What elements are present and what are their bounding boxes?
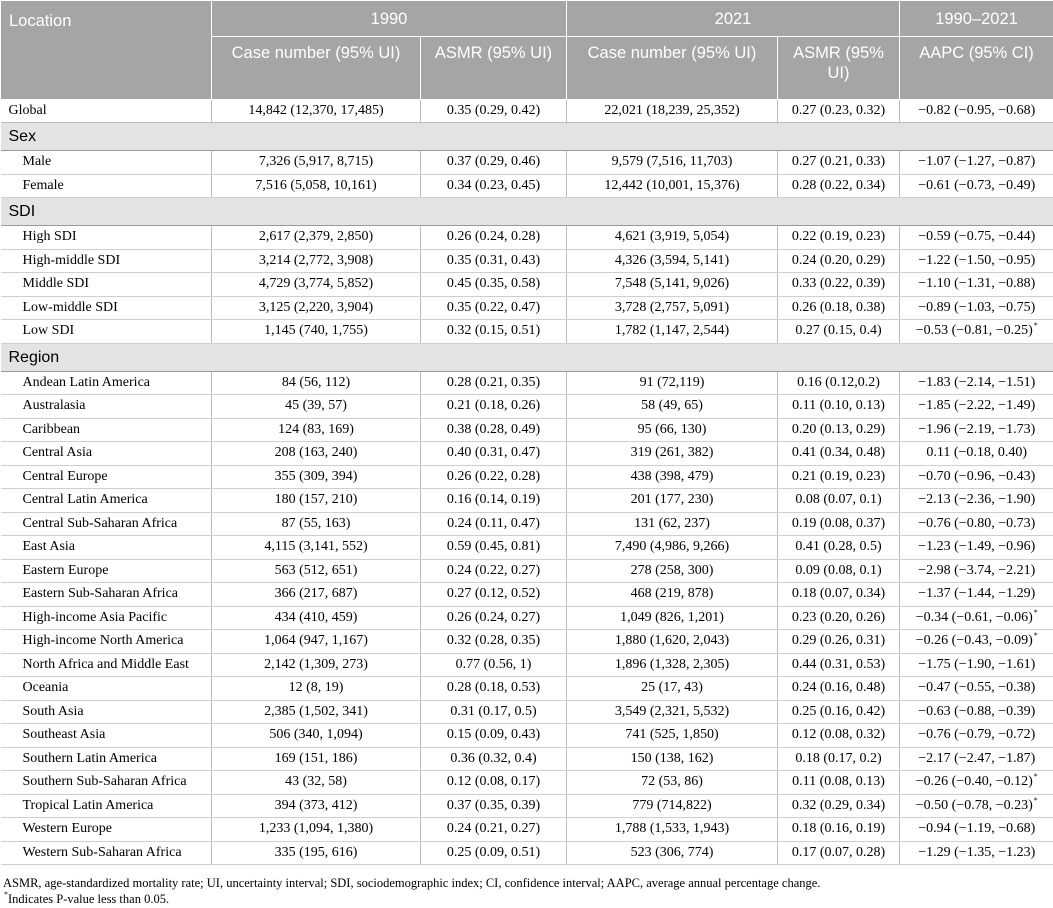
aapc-cell: 0.11 (−0.18, 0.40) — [900, 442, 1053, 466]
asmr-2021-cell: 0.24 (0.16, 0.48) — [778, 677, 900, 701]
case-2021-cell: 3,728 (2,757, 5,091) — [567, 296, 778, 320]
asmr-2021-cell: 0.09 (0.08, 0.1) — [778, 559, 900, 583]
case-2021-cell: 7,548 (5,141, 9,026) — [567, 273, 778, 297]
aapc-cell: −1.22 (−1.50, −0.95) — [900, 249, 1053, 273]
asmr-2021-cell: 0.41 (0.34, 0.48) — [778, 442, 900, 466]
aapc-cell: −0.76 (−0.80, −0.73) — [900, 512, 1053, 536]
location-cell: Southern Latin America — [1, 747, 212, 771]
case-2021-cell: 201 (177, 230) — [567, 489, 778, 513]
table-row — [1, 320, 1053, 344]
location-cell: High-middle SDI — [1, 249, 212, 273]
table-row — [1, 677, 1053, 701]
case-1990-cell: 394 (373, 412) — [212, 794, 421, 818]
aapc-cell: −1.07 (−1.27, −0.87) — [900, 151, 1053, 175]
case-1990-cell: 84 (56, 112) — [212, 371, 421, 395]
table-row — [1, 489, 1053, 513]
location-cell: High-income Asia Pacific — [1, 606, 212, 630]
aapc-cell: −0.89 (−1.03, −0.75) — [900, 296, 1053, 320]
asmr-2021-cell: 0.25 (0.16, 0.42) — [778, 700, 900, 724]
case-2021-cell: 468 (219, 878) — [567, 583, 778, 607]
location-cell: Central Europe — [1, 465, 212, 489]
case-1990-cell: 14,842 (12,370, 17,485) — [212, 100, 421, 123]
asmr-1990-cell: 0.59 (0.45, 0.81) — [421, 536, 567, 560]
asmr-2021-cell: 0.21 (0.19, 0.23) — [778, 465, 900, 489]
aapc-cell: −0.94 (−1.19, −0.68) — [900, 818, 1053, 842]
case-2021-cell: 1,049 (826, 1,201) — [567, 606, 778, 630]
asmr-1990-cell: 0.28 (0.21, 0.35) — [421, 371, 567, 395]
case-1990-cell: 124 (83, 169) — [212, 418, 421, 442]
table-row — [1, 226, 1053, 250]
aapc-cell: −0.47 (−0.55, −0.38) — [900, 677, 1053, 701]
location-cell: High SDI — [1, 226, 212, 250]
location-cell: Southern Sub-Saharan Africa — [1, 771, 212, 795]
aapc-value: −0.53 (−0.81, −0.25) — [916, 323, 1033, 338]
case-1990-cell: 2,385 (1,502, 341) — [212, 700, 421, 724]
aapc-cell: −0.61 (−0.73, −0.49) — [900, 174, 1053, 198]
asmr-1990-cell: 0.21 (0.18, 0.26) — [421, 395, 567, 419]
case-2021-cell: 1,788 (1,533, 1,943) — [567, 818, 778, 842]
header-case-number-2021: Case number (95% UI) — [567, 37, 778, 100]
asmr-2021-cell: 0.18 (0.07, 0.34) — [778, 583, 900, 607]
case-2021-cell: 91 (72,119) — [567, 371, 778, 395]
significance-star: * — [1034, 608, 1038, 617]
table-row — [1, 465, 1053, 489]
asmr-1990-cell: 0.16 (0.14, 0.19) — [421, 489, 567, 513]
significance-star: * — [1034, 321, 1038, 330]
case-1990-cell: 1,145 (740, 1,755) — [212, 320, 421, 344]
case-1990-cell: 43 (32, 58) — [212, 771, 421, 795]
case-1990-cell: 12 (8, 19) — [212, 677, 421, 701]
aapc-cell — [900, 320, 1053, 344]
asmr-1990-cell: 0.28 (0.18, 0.53) — [421, 677, 567, 701]
footnote-abbreviations: ASMR, age-standardized mortality rate; UI, uncertainty interval; SDI, sociodemographic index; CI, confidence interval; AAPC, average annual percentage change. — [0, 875, 820, 892]
case-1990-cell: 180 (157, 210) — [212, 489, 421, 513]
table-row — [1, 418, 1053, 442]
aapc-cell: −1.37 (−1.44, −1.29) — [900, 583, 1053, 607]
location-cell: High-income North America — [1, 630, 212, 654]
section-header-region — [1, 343, 1053, 371]
aapc-cell — [900, 794, 1053, 818]
asmr-2021-cell: 0.20 (0.13, 0.29) — [778, 418, 900, 442]
location-cell: East Asia — [1, 536, 212, 560]
table-row — [1, 606, 1053, 630]
asmr-2021-cell: 0.27 (0.15, 0.4) — [778, 320, 900, 344]
asmr-2021-cell: 0.11 (0.08, 0.13) — [778, 771, 900, 795]
table-row — [1, 512, 1053, 536]
case-2021-cell: 25 (17, 43) — [567, 677, 778, 701]
asmr-1990-cell: 0.34 (0.23, 0.45) — [421, 174, 567, 198]
asmr-2021-cell: 0.17 (0.07, 0.28) — [778, 841, 900, 865]
case-2021-cell: 72 (53, 86) — [567, 771, 778, 795]
case-1990-cell: 355 (309, 394) — [212, 465, 421, 489]
case-1990-cell: 208 (163, 240) — [212, 442, 421, 466]
aapc-cell: −0.59 (−0.75, −0.44) — [900, 226, 1053, 250]
aapc-cell: −1.29 (−1.35, −1.23) — [900, 841, 1053, 865]
case-2021-cell: 1,782 (1,147, 2,544) — [567, 320, 778, 344]
location-cell: Low-middle SDI — [1, 296, 212, 320]
case-2021-cell: 12,442 (10,001, 15,376) — [567, 174, 778, 198]
case-1990-cell: 169 (151, 186) — [212, 747, 421, 771]
case-2021-cell: 9,579 (7,516, 11,703) — [567, 151, 778, 175]
case-1990-cell: 366 (217, 687) — [212, 583, 421, 607]
table-row — [1, 296, 1053, 320]
table-row — [1, 724, 1053, 748]
table-row — [1, 583, 1053, 607]
case-2021-cell: 131 (62, 237) — [567, 512, 778, 536]
aapc-cell: −2.98 (−3.74, −2.21) — [900, 559, 1053, 583]
location-cell: Tropical Latin America — [1, 794, 212, 818]
table-row — [1, 700, 1053, 724]
footnote-star-symbol: * — [4, 890, 8, 899]
case-2021-cell: 319 (261, 382) — [567, 442, 778, 466]
aapc-cell: −1.85 (−2.22, −1.49) — [900, 395, 1053, 419]
asmr-2021-cell: 0.12 (0.08, 0.32) — [778, 724, 900, 748]
aapc-cell: −2.17 (−2.47, −1.87) — [900, 747, 1053, 771]
case-2021-cell: 58 (49, 65) — [567, 395, 778, 419]
aapc-cell: −1.10 (−1.31, −0.88) — [900, 273, 1053, 297]
asmr-2021-cell: 0.08 (0.07, 0.1) — [778, 489, 900, 513]
asmr-1990-cell: 0.24 (0.21, 0.27) — [421, 818, 567, 842]
table-row — [1, 771, 1053, 795]
aapc-cell: −1.83 (−2.14, −1.51) — [900, 371, 1053, 395]
asmr-2021-cell: 0.26 (0.18, 0.38) — [778, 296, 900, 320]
case-1990-cell: 506 (340, 1,094) — [212, 724, 421, 748]
case-1990-cell: 563 (512, 651) — [212, 559, 421, 583]
section-label: Sex — [1, 123, 1053, 151]
case-1990-cell: 1,233 (1,094, 1,380) — [212, 818, 421, 842]
table-row — [1, 395, 1053, 419]
section-header-sdi — [1, 198, 1053, 226]
case-2021-cell: 4,326 (3,594, 5,141) — [567, 249, 778, 273]
table-row — [1, 630, 1053, 654]
asmr-1990-cell: 0.26 (0.24, 0.28) — [421, 226, 567, 250]
location-cell: Eastern Sub-Saharan Africa — [1, 583, 212, 607]
case-2021-cell: 779 (714,822) — [567, 794, 778, 818]
location-cell: Middle SDI — [1, 273, 212, 297]
location-cell: Eastern Europe — [1, 559, 212, 583]
table-header — [1, 1, 1053, 100]
aapc-cell: −0.82 (−0.95, −0.68) — [900, 100, 1053, 123]
location-cell: Central Sub-Saharan Africa — [1, 512, 212, 536]
section-label: Region — [1, 343, 1053, 371]
case-2021-cell: 523 (306, 774) — [567, 841, 778, 865]
header-asmr-1990: ASMR (95% UI) — [421, 37, 567, 100]
significance-star: * — [1034, 631, 1038, 640]
asmr-1990-cell: 0.35 (0.22, 0.47) — [421, 296, 567, 320]
case-1990-cell: 2,142 (1,309, 273) — [212, 653, 421, 677]
case-2021-cell: 278 (258, 300) — [567, 559, 778, 583]
location-cell: Caribbean — [1, 418, 212, 442]
asmr-1990-cell: 0.37 (0.29, 0.46) — [421, 151, 567, 175]
aapc-cell: −1.75 (−1.90, −1.61) — [900, 653, 1053, 677]
aapc-cell: −0.70 (−0.96, −0.43) — [900, 465, 1053, 489]
asmr-1990-cell: 0.25 (0.09, 0.51) — [421, 841, 567, 865]
location-cell: Female — [1, 174, 212, 198]
location-cell: South Asia — [1, 700, 212, 724]
table-row — [1, 151, 1053, 175]
asmr-1990-cell: 0.24 (0.22, 0.27) — [421, 559, 567, 583]
table-row — [1, 559, 1053, 583]
case-1990-cell: 45 (39, 57) — [212, 395, 421, 419]
case-2021-cell: 150 (138, 162) — [567, 747, 778, 771]
asmr-1990-cell: 0.26 (0.22, 0.28) — [421, 465, 567, 489]
footnote-significance-text: Indicates P-value less than 0.05. — [8, 892, 169, 906]
location-cell: Southeast Asia — [1, 724, 212, 748]
case-1990-cell: 1,064 (947, 1,167) — [212, 630, 421, 654]
asmr-1990-cell: 0.36 (0.32, 0.4) — [421, 747, 567, 771]
aapc-value: −0.50 (−0.78, −0.23) — [916, 798, 1033, 813]
asmr-1990-cell: 0.37 (0.35, 0.39) — [421, 794, 567, 818]
asmr-1990-cell: 0.35 (0.29, 0.42) — [421, 100, 567, 123]
location-cell: Oceania — [1, 677, 212, 701]
table-row — [1, 818, 1053, 842]
location-cell: Low SDI — [1, 320, 212, 344]
asmr-1990-cell: 0.40 (0.31, 0.47) — [421, 442, 567, 466]
location-cell: Male — [1, 151, 212, 175]
asmr-2021-cell: 0.41 (0.28, 0.5) — [778, 536, 900, 560]
location-cell: Australasia — [1, 395, 212, 419]
table-row — [1, 371, 1053, 395]
header-period: 1990–2021 — [900, 1, 1053, 37]
aapc-cell — [900, 630, 1053, 654]
case-2021-cell: 1,896 (1,328, 2,305) — [567, 653, 778, 677]
significance-star: * — [1034, 772, 1038, 781]
header-asmr-2021: ASMR (95% UI) — [778, 37, 900, 100]
asmr-2021-cell: 0.27 (0.23, 0.32) — [778, 100, 900, 123]
location-cell: Global — [1, 100, 212, 123]
header-case-number-1990: Case number (95% UI) — [212, 37, 421, 100]
case-1990-cell: 7,516 (5,058, 10,161) — [212, 174, 421, 198]
header-aapc: AAPC (95% CI) — [900, 37, 1053, 100]
asmr-1990-cell: 0.12 (0.08, 0.17) — [421, 771, 567, 795]
location-cell: Central Asia — [1, 442, 212, 466]
case-2021-cell: 438 (398, 479) — [567, 465, 778, 489]
location-cell: Andean Latin America — [1, 371, 212, 395]
location-cell: North Africa and Middle East — [1, 653, 212, 677]
aapc-cell — [900, 771, 1053, 795]
case-1990-cell: 434 (410, 459) — [212, 606, 421, 630]
asmr-2021-cell: 0.22 (0.19, 0.23) — [778, 226, 900, 250]
asmr-1990-cell: 0.15 (0.09, 0.43) — [421, 724, 567, 748]
case-1990-cell: 4,115 (3,141, 552) — [212, 536, 421, 560]
asmr-1990-cell: 0.77 (0.56, 1) — [421, 653, 567, 677]
case-1990-cell: 87 (55, 163) — [212, 512, 421, 536]
case-1990-cell: 3,214 (2,772, 3,908) — [212, 249, 421, 273]
asmr-2021-cell: 0.18 (0.17, 0.2) — [778, 747, 900, 771]
case-2021-cell: 22,021 (18,239, 25,352) — [567, 100, 778, 123]
case-2021-cell: 95 (66, 130) — [567, 418, 778, 442]
asmr-2021-cell: 0.23 (0.20, 0.26) — [778, 606, 900, 630]
case-2021-cell: 7,490 (4,986, 9,266) — [567, 536, 778, 560]
case-1990-cell: 2,617 (2,379, 2,850) — [212, 226, 421, 250]
asmr-1990-cell: 0.38 (0.28, 0.49) — [421, 418, 567, 442]
aapc-value: −0.26 (−0.40, −0.12) — [916, 774, 1033, 789]
table-row — [1, 794, 1053, 818]
asmr-2021-cell: 0.32 (0.29, 0.34) — [778, 794, 900, 818]
asmr-2021-cell: 0.27 (0.21, 0.33) — [778, 151, 900, 175]
asmr-1990-cell: 0.32 (0.15, 0.51) — [421, 320, 567, 344]
aapc-cell: −2.13 (−2.36, −1.90) — [900, 489, 1053, 513]
asmr-1990-cell: 0.31 (0.17, 0.5) — [421, 700, 567, 724]
case-1990-cell: 7,326 (5,917, 8,715) — [212, 151, 421, 175]
asmr-2021-cell: 0.44 (0.31, 0.53) — [778, 653, 900, 677]
asmr-1990-cell: 0.24 (0.11, 0.47) — [421, 512, 567, 536]
footnote-significance — [0, 891, 169, 908]
aapc-cell — [900, 606, 1053, 630]
case-1990-cell: 4,729 (3,774, 5,852) — [212, 273, 421, 297]
header-year-1990: 1990 — [212, 1, 567, 37]
asmr-2021-cell: 0.18 (0.16, 0.19) — [778, 818, 900, 842]
table-row — [1, 653, 1053, 677]
aapc-cell: −0.63 (−0.88, −0.39) — [900, 700, 1053, 724]
asmr-1990-cell: 0.32 (0.28, 0.35) — [421, 630, 567, 654]
location-cell: Central Latin America — [1, 489, 212, 513]
asmr-1990-cell: 0.26 (0.24, 0.27) — [421, 606, 567, 630]
asmr-2021-cell: 0.16 (0.12,0.2) — [778, 371, 900, 395]
case-1990-cell: 335 (195, 616) — [212, 841, 421, 865]
asmr-1990-cell: 0.35 (0.31, 0.43) — [421, 249, 567, 273]
case-2021-cell: 4,621 (3,919, 5,054) — [567, 226, 778, 250]
asmr-1990-cell: 0.27 (0.12, 0.52) — [421, 583, 567, 607]
asmr-1990-cell: 0.45 (0.35, 0.58) — [421, 273, 567, 297]
table-row — [1, 536, 1053, 560]
aapc-cell: −1.23 (−1.49, −0.96) — [900, 536, 1053, 560]
table-row — [1, 174, 1053, 198]
section-label: SDI — [1, 198, 1053, 226]
table-row — [1, 100, 1053, 123]
section-header-sex — [1, 123, 1053, 151]
header-location: Location — [1, 1, 212, 100]
aapc-cell: −1.96 (−2.19, −1.73) — [900, 418, 1053, 442]
table-row — [1, 273, 1053, 297]
table-row — [1, 841, 1053, 865]
case-2021-cell: 741 (525, 1,850) — [567, 724, 778, 748]
table-row — [1, 442, 1053, 466]
significance-star: * — [1034, 796, 1038, 805]
table-body — [1, 100, 1053, 865]
location-cell: Western Sub-Saharan Africa — [1, 841, 212, 865]
asmr-2021-cell: 0.11 (0.10, 0.13) — [778, 395, 900, 419]
case-1990-cell: 3,125 (2,220, 3,904) — [212, 296, 421, 320]
asmr-2021-cell: 0.24 (0.20, 0.29) — [778, 249, 900, 273]
asmr-2021-cell: 0.33 (0.22, 0.39) — [778, 273, 900, 297]
table-row — [1, 249, 1053, 273]
asmr-2021-cell: 0.28 (0.22, 0.34) — [778, 174, 900, 198]
aapc-value: −0.26 (−0.43, −0.09) — [916, 633, 1033, 648]
case-2021-cell: 3,549 (2,321, 5,532) — [567, 700, 778, 724]
case-2021-cell: 1,880 (1,620, 2,043) — [567, 630, 778, 654]
aapc-value: −0.34 (−0.61, −0.06) — [916, 610, 1033, 625]
header-year-2021: 2021 — [567, 1, 900, 37]
asmr-2021-cell: 0.19 (0.08, 0.37) — [778, 512, 900, 536]
table-row — [1, 747, 1053, 771]
location-cell: Western Europe — [1, 818, 212, 842]
aapc-cell: −0.76 (−0.79, −0.72) — [900, 724, 1053, 748]
asmr-2021-cell: 0.29 (0.26, 0.31) — [778, 630, 900, 654]
